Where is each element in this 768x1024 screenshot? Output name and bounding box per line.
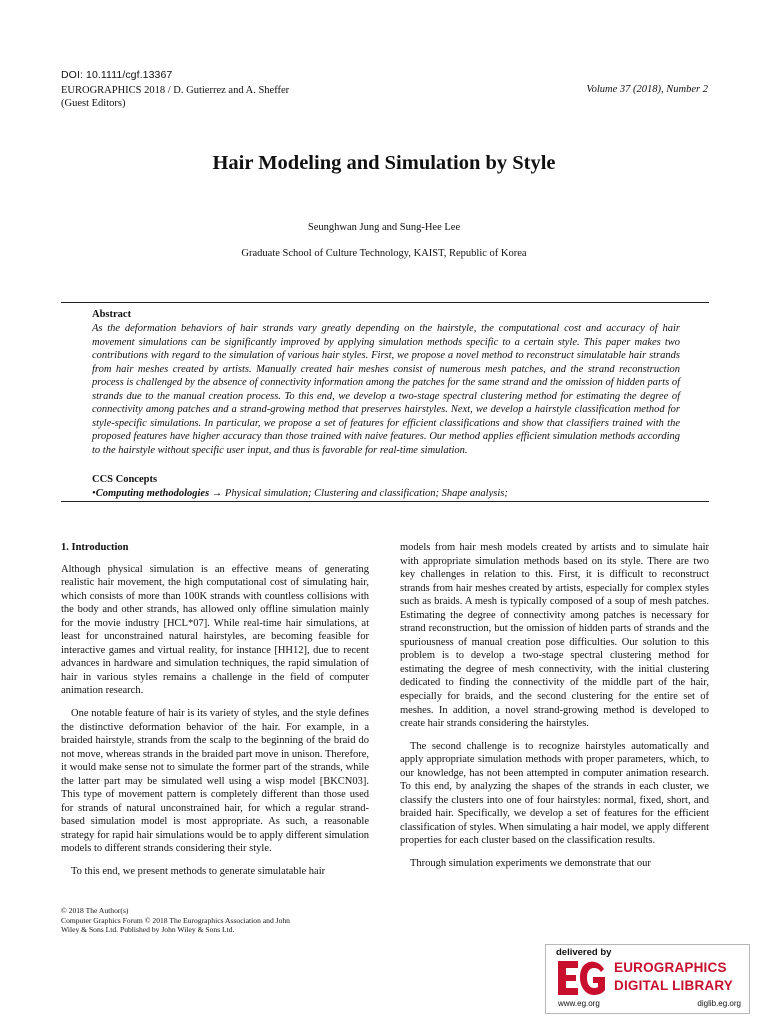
arrow-icon: → [211, 488, 223, 499]
copyright-footnote [61, 906, 331, 935]
doi-line[interactable]: DOI: 10.1111/cgf.13367 [61, 69, 173, 81]
body-paragraph: One notable feature of hair is its variety of styles, and the style defines the distinctive deformation behavior of the hair. For example, in a braided hairstyle, strands from the scalp to the beginning of the braid do not move, whereas strands in the braided part move in unison. Therefore, it would make sense not to simulate the former part of the strands, while the latter part may be simulated well using a wisp model [BKCN03]. This type of movement pattern is completely different than those used for strands of natural unconstrained hair, for which a regular strand-based simulation model is most appropriate. As such, a reasonable strategy for rapid hair simulations would be to apply different simulation models to different strands considering their style. [61, 708, 369, 855]
delivered-by-label: delivered by [556, 947, 612, 958]
digital-library-wordmark: DIGITAL LIBRARY [614, 978, 733, 993]
copyright-line: Computer Graphics Forum © 2018 The Eurographics Association and John [61, 915, 290, 925]
eg-org-link[interactable]: www.eg.org [558, 999, 600, 1008]
body-paragraph: models from hair mesh models created by artists and to simulate hair with appropriate simulation methods based on its style. There are two key challenges in relation to this. First, it is difficult to reconstruct strands from hair meshes created by artists, especially for complex styles such as braids. A mesh is typically composed of a soup of mesh patches. Estimating the degree of connectivity among patches is necessary for strand reconstruction, but the omission of hidden parts of strands and the spuriousness of manual creation pose difficulties. Our solution to this problem is to develop a two-stage spectral clustering method for estimating the degree of mesh connectivity, with the initial clustering dedicated to finding the connectivity of the middle part of the hair, especially for braids, and the second clustering for the entire set of meshes. In addition, a novel strand-growing method is developed to create hair strands considering the hairstyles. [400, 542, 709, 730]
copyright-line: Wiley & Sons Ltd. Published by John Wiley & Sons Ltd. [61, 925, 235, 934]
abstract-bottom-rule [61, 501, 709, 502]
eurographics-digital-library-badge[interactable] [545, 944, 750, 1014]
ccs-items: Physical simulation; Clustering and classification; Shape analysis; [224, 488, 508, 499]
abstract-heading: Abstract [92, 309, 132, 320]
ccs-category: Computing methodologies [95, 488, 210, 499]
body-paragraph: Although physical simulation is an effective means of generating realistic hair movement, the high computational cost of simulating hair, which consists of more than 100K strands with countless collisions with the body and other strands, has allowed only offline simulation mainly for the movie industry [HCL*07]. While real-time hair simulations, at least for unconstrained natural hairstyles, are becoming feasible for interactive games and virtual reality, for instance [HH12], due to recent advances in hardware and simulation techniques, the rapid simulation of hair in various styles remains a challenge in the field of computer animation research. [61, 563, 369, 697]
ccs-heading: CCS Concepts [92, 474, 158, 485]
copyright-line: © 2018 The Author(s) [61, 906, 129, 915]
editors-note: (Guest Editors) [61, 98, 126, 109]
section-heading-introduction: 1. Introduction [61, 542, 129, 553]
paper-title: Hair Modeling and Simulation by Style [212, 152, 556, 174]
affiliation: Graduate School of Culture Technology, KAIST, Republic of Korea [241, 248, 527, 259]
left-column [61, 541, 369, 888]
right-column [400, 541, 709, 880]
abstract-top-rule [61, 302, 709, 303]
eurographics-wordmark: EUROGRAPHICS [614, 960, 727, 975]
abstract-text: As the deformation behaviors of hair strands vary greatly depending on the hairstyle, the computational cost and accuracy of hair movement simulations can be significantly improved by applying simulation methods specific to a certain style. This paper makes two contributions with regard to the simulation of various hair styles. First, we propose a novel method to reconstruct simulatable hair strands from hair meshes created by artists. Manually created hair meshes consist of numerous mesh patches, and the strand reconstruction process is challenged by the absence of connectivity information among the patches for the same strand and the omission of hidden parts of strands due to the manual creation process. To this end, we develop a two-stage spectral clustering method for estimating the degree of connectivity among patches and a strand-growing method that preserves hairstyles. Next, we develop a hairstyle classification method for style-specific simulations. In particular, we propose a set of features for efficient classifications and show that classifiers trained with the proposed features have higher accuracy than those trained with naive features. Our method applies efficient simulation methods according to the hairstyle without specific user input, and thus is favorable for real-time simulation. [92, 323, 680, 456]
body-paragraph: The second challenge is to recognize hairstyles automatically and apply appropriate simulation methods with proper parameters, which, to our knowledge, has not been attempted in computer animation research. To this end, by analyzing the shapes of the strands in each cluster, we classify the clusters into one of four hairstyles: normal, fixed, short, and braided hair. Specifically, we develop a set of features for the efficient classification of styles. When simulating a hair model, we apply different properties for each cluster based on the classification results. [400, 740, 709, 847]
diglib-link[interactable]: diglib.eg.org [697, 999, 741, 1008]
conference-header [61, 84, 381, 110]
author-list: Seunghwan Jung and Sung-Hee Lee [307, 222, 461, 233]
eg-logo-icon [556, 959, 608, 997]
ccs-concepts [92, 488, 508, 499]
conference-line: EUROGRAPHICS 2018 / D. Gutierrez and A. Sheffer [61, 85, 290, 96]
body-paragraph: Through simulation experiments we demonstrate that our [410, 858, 651, 870]
ccs-bullet: • [92, 488, 96, 499]
volume-info: Volume 37 (2018), Number 2 [586, 84, 708, 95]
body-paragraph: To this end, we present methods to generate simulatable hair [71, 866, 326, 878]
